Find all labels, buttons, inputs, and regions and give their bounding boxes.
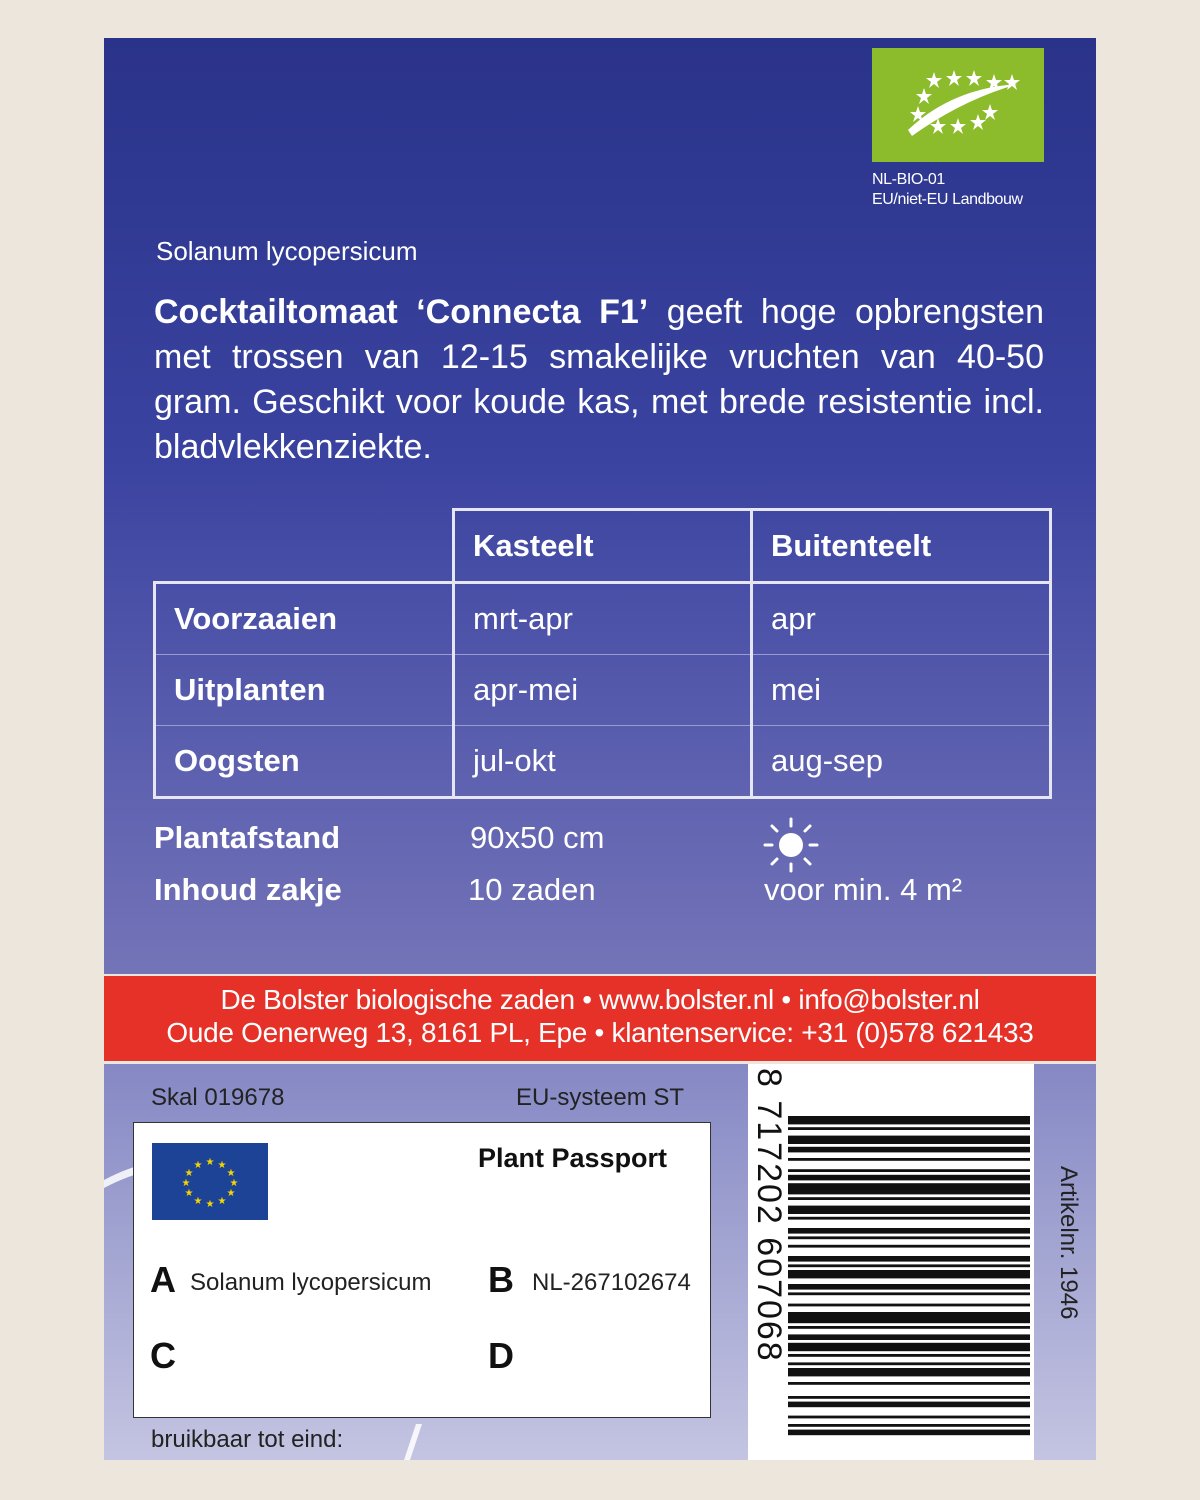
full-sun-icon [762, 816, 820, 874]
skal-number: Skal 019678 [151, 1084, 285, 1111]
barcode-bar [788, 1343, 1030, 1351]
bottom-panel [104, 1064, 1096, 1460]
barcode-bar [788, 1127, 1030, 1130]
row-label: Voorzaaien [155, 583, 454, 655]
barcode-bar [788, 1256, 1030, 1262]
organic-control-code: NL-BIO-01 [872, 171, 945, 188]
table-row [155, 726, 1051, 798]
barcode-bar [788, 1396, 1030, 1399]
product-description [154, 290, 1044, 470]
eu-flag-icon [152, 1143, 268, 1220]
barcode [748, 1064, 1034, 1460]
passport-letter-c: C [150, 1335, 176, 1376]
barcode-bar [788, 1334, 1030, 1340]
agriculture-origin: EU/niet-EU Landbouw [872, 191, 1023, 208]
passport-letter-a: A [150, 1259, 176, 1300]
barcode-bar [788, 1326, 1030, 1329]
best-before-label: bruikbaar tot eind: [151, 1426, 344, 1453]
organic-codes [872, 170, 1023, 210]
barcode-bar [788, 1304, 1030, 1307]
svg-text:★: ★ [229, 1178, 239, 1189]
header-buitenteelt: Buitenteelt [752, 510, 1051, 583]
area-value: voor min. 4 m² [764, 872, 963, 907]
table-corner [155, 510, 454, 583]
description-text: geeft hoge opbrengsten met trossen van 12-15 smakelijke vruchten van 40-50 gram. Geschikt voor koude kas, met brede resistentie incl. bladvlekkenziekte. [154, 293, 1044, 466]
barcode-bar [788, 1382, 1030, 1385]
barcode-bar [788, 1368, 1030, 1376]
barcode-bar [788, 1147, 1030, 1153]
barcode-bar [788, 1292, 1030, 1295]
cell-buiten: aug-sep [752, 726, 1051, 798]
cell-kas: apr-mei [454, 655, 752, 726]
barcode-bar [788, 1206, 1030, 1214]
passport-botanical-name: Solanum lycopersicum [190, 1269, 432, 1296]
product-name: Cocktailtomaat ‘Connecta F1’ [154, 293, 649, 331]
svg-text:★: ★ [217, 1196, 227, 1207]
barcode-bar [788, 1169, 1030, 1172]
barcode-bar [788, 1217, 1030, 1220]
barcode-bar [788, 1264, 1030, 1267]
barcode-bar [788, 1312, 1030, 1323]
top-panel [104, 38, 1096, 974]
contents-label: Inhoud zakje [154, 872, 342, 907]
barcode-bar [788, 1175, 1030, 1181]
eu-system: EU-systeem ST [516, 1084, 685, 1111]
barcode-bar [788, 1197, 1030, 1200]
row-label: Uitplanten [155, 655, 454, 726]
barcode-bar [788, 1354, 1030, 1357]
eu-organic-leaf-logo [872, 48, 1044, 162]
svg-text:★: ★ [217, 1160, 227, 1171]
company-line-2: Oude Oenerweg 13, 8161 PL, Epe • klantenservice: +31 (0)578 621433 [166, 1017, 1034, 1048]
svg-text:★: ★ [193, 1196, 203, 1207]
cell-kas: jul-okt [454, 726, 752, 798]
barcode-bars [748, 1064, 1034, 1460]
barcode-bar [788, 1416, 1030, 1419]
passport-letter-d: D [488, 1335, 514, 1376]
cell-buiten: apr [752, 583, 1051, 655]
cell-kas: mrt-apr [454, 583, 752, 655]
barcode-bar [788, 1228, 1030, 1234]
cell-buiten: mei [752, 655, 1051, 726]
passport-registration: NL-267102674 [532, 1269, 691, 1296]
company-band [104, 976, 1096, 1061]
barcode-bar [788, 1402, 1030, 1408]
svg-text:★: ★ [226, 1168, 236, 1179]
latin-name: Solanum lycopersicum [156, 236, 418, 266]
barcode-bar [788, 1158, 1030, 1161]
company-line-1: De Bolster biologische zaden • www.bolster.nl • info@bolster.nl [220, 984, 980, 1015]
svg-text:★: ★ [205, 1199, 215, 1210]
svg-text:★: ★ [184, 1168, 194, 1179]
passport-title: Plant Passport [478, 1143, 668, 1173]
barcode-bar [788, 1136, 1030, 1144]
plant-passport [133, 1122, 711, 1418]
barcode-bar [788, 1183, 1030, 1194]
svg-text:★: ★ [226, 1188, 236, 1199]
seed-packet-back [104, 38, 1096, 1460]
barcode-bar [788, 1236, 1030, 1239]
row-label: Oogsten [155, 726, 454, 798]
passport-letter-b: B [488, 1259, 514, 1300]
spacing-label: Plantafstand [154, 820, 341, 855]
table-row [155, 583, 1051, 655]
svg-text:★: ★ [193, 1160, 203, 1171]
barcode-bar [788, 1245, 1030, 1248]
article-number: Artikelnr. 1946 [1055, 1166, 1082, 1320]
barcode-bar [788, 1270, 1030, 1278]
table-row [155, 655, 1051, 726]
sowing-table [153, 508, 1052, 799]
spacing-value: 90x50 cm [470, 820, 605, 855]
barcode-digits: 8 717202 607068 [750, 1068, 788, 1363]
barcode-bar [788, 1116, 1030, 1124]
svg-text:★: ★ [181, 1178, 191, 1189]
contents-value: 10 zaden [468, 872, 596, 907]
svg-text:★: ★ [184, 1188, 194, 1199]
barcode-bar [788, 1284, 1030, 1290]
barcode-bar [788, 1424, 1030, 1427]
barcode-bar [788, 1430, 1030, 1436]
header-kasteelt: Kasteelt [454, 510, 752, 583]
barcode-bar [788, 1362, 1030, 1365]
svg-text:★: ★ [205, 1157, 215, 1168]
